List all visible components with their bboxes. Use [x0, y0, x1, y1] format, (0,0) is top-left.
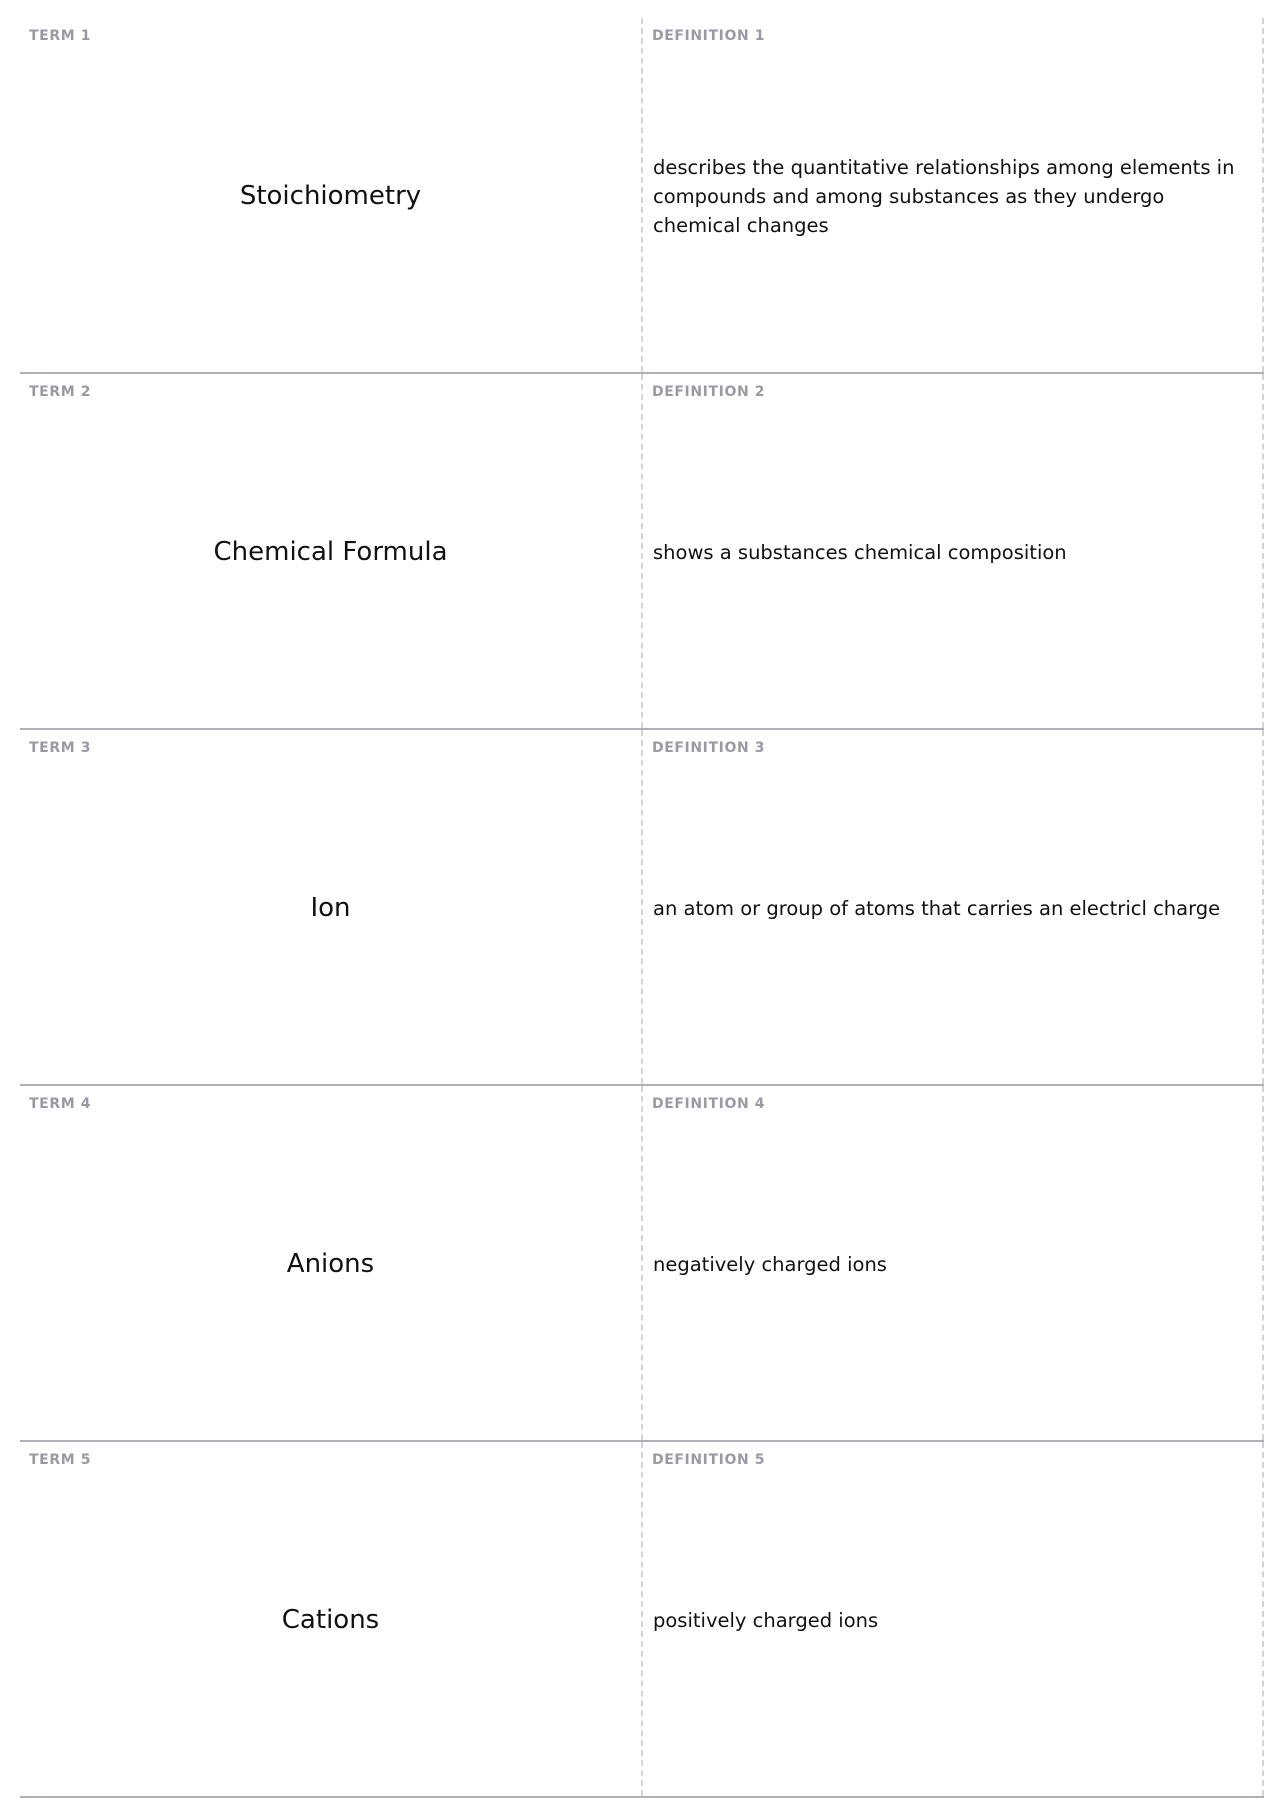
definition-text: positively charged ions — [653, 1608, 879, 1632]
definition-text: negatively charged ions — [653, 1252, 887, 1276]
definition-label: DEFINITION 3 — [652, 740, 766, 756]
term-label: TERM 5 — [29, 1452, 92, 1468]
definition-label: DEFINITION 1 — [652, 28, 766, 44]
definition-text: describes the quantitative relationships among elements in compounds and among substances as they undergo chemical changes — [653, 155, 1235, 237]
flashcard-row — [20, 730, 1264, 1086]
flashcard-row — [20, 1442, 1264, 1798]
term-cell — [20, 1442, 643, 1796]
flashcard-row — [20, 1086, 1264, 1442]
flashcard-sheet — [20, 18, 1264, 1798]
definition-cell — [643, 730, 1264, 1084]
definition-label: DEFINITION 5 — [652, 1452, 766, 1468]
term-cell — [20, 18, 643, 372]
flashcard-row — [20, 18, 1264, 374]
term-text: Stoichiometry — [239, 181, 422, 211]
definition-cell — [643, 18, 1264, 372]
term-text: Anions — [286, 1249, 375, 1279]
term-label: TERM 3 — [29, 740, 92, 756]
term-cell — [20, 730, 643, 1084]
term-text: Ion — [310, 893, 351, 923]
definition-text: an atom or group of atoms that carries an electricl charge — [653, 896, 1221, 920]
definition-text: shows a substances chemical composition — [653, 540, 1067, 564]
definition-label: DEFINITION 4 — [652, 1096, 766, 1112]
term-label: TERM 4 — [29, 1096, 92, 1112]
definition-cell — [643, 374, 1264, 728]
term-cell — [20, 374, 643, 728]
term-text: Cations — [281, 1605, 380, 1635]
definition-cell — [643, 1086, 1264, 1440]
flashcard-row — [20, 374, 1264, 730]
term-cell — [20, 1086, 643, 1440]
term-label: TERM 1 — [29, 28, 92, 44]
definition-label: DEFINITION 2 — [652, 384, 766, 400]
term-label: TERM 2 — [29, 384, 92, 400]
term-text: Chemical Formula — [213, 537, 448, 567]
definition-cell — [643, 1442, 1264, 1796]
